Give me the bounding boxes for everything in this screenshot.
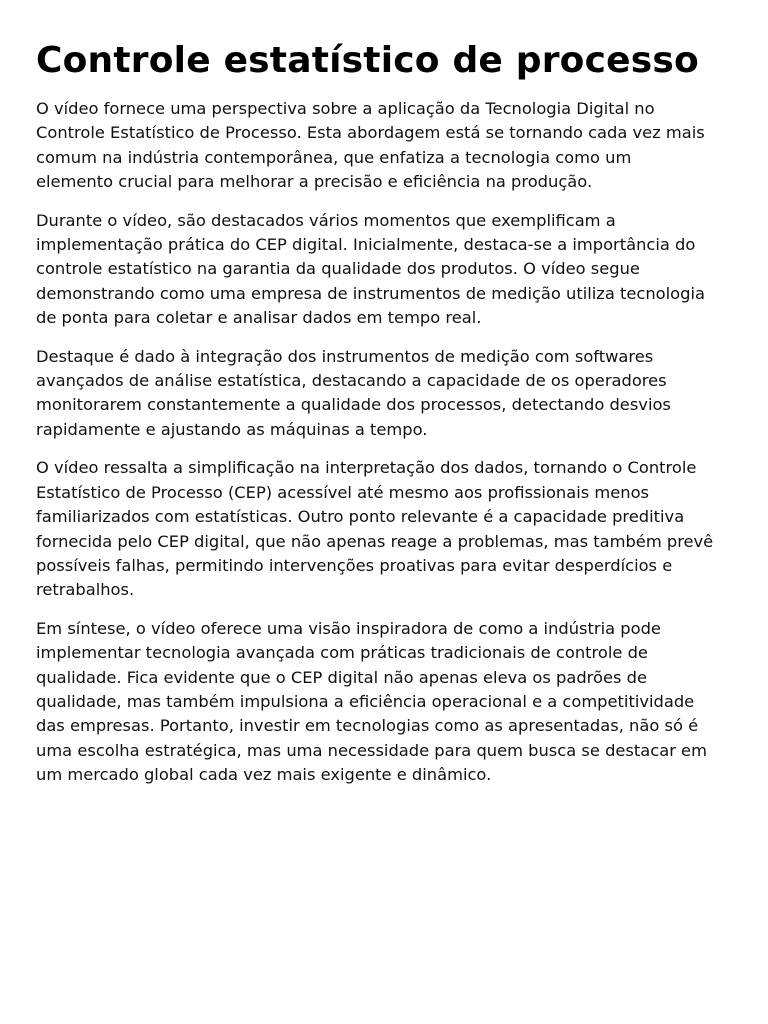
paragraph-simplification: O vídeo ressalta a simplificação na interpretação dos dados, tornando o Controle Estatístico de Processo (CEP) acessível até mesmo aos profissionais menos familiarizados com estatísticas. Outro ponto relevante é a capacidade preditiva fornecida pelo CEP digital, que não apenas reage a problemas, mas também prevê possíveis falhas, permitindo intervenções proativas para evitar desperdícios e retrabalhos. xyxy=(36,458,714,600)
paragraph-integration: Destaque é dado à integração dos instrumentos de medição com softwares avançados de análise estatística, destacando a capacidade de os operadores monitorarem constantemente a qualidade dos processos, detectando desvios rapidamente e ajustando as máquinas a tempo. xyxy=(36,346,671,439)
paragraph-conclusion: Em síntese, o vídeo oferece uma visão inspiradora de como a indústria pode implementar tecnologia avançada com práticas tradicionais de controle de qualidade. Fica evidente que o CEP digital não apenas eleva os padrões de qualidade, mas também impulsiona a eficiência operacional e a competitividade das empresas. Portanto, investir em tecnologias como as apresentadas, não só é uma escolha estratégica, mas uma necessidade para quem busca se destacar em um mercado global cada vez mais exigente e dinâmico. xyxy=(36,618,707,785)
document-page xyxy=(36,38,736,802)
paragraph-intro: O vídeo fornece uma perspectiva sobre a aplicação da Tecnologia Digital no Controle Estatístico de Processo. Esta abordagem está se tornando cada vez mais comum na indústria contemporânea, que enfatiza a tecnologia como um elemento crucial para melhorar a precisão e eficiência na produção. xyxy=(36,99,705,192)
page-title: Controle estatístico de processo xyxy=(36,40,699,81)
paragraph-highlights: Durante o vídeo, são destacados vários momentos que exemplificam a implementação prática do CEP digital. Inicialmente, destaca-se a importância do controle estatístico na garantia da qualidade dos produtos. O vídeo segue demonstrando como uma empresa de instrumentos de medição utiliza tecnologia de ponta para coletar e analisar dados em tempo real. xyxy=(36,210,705,328)
